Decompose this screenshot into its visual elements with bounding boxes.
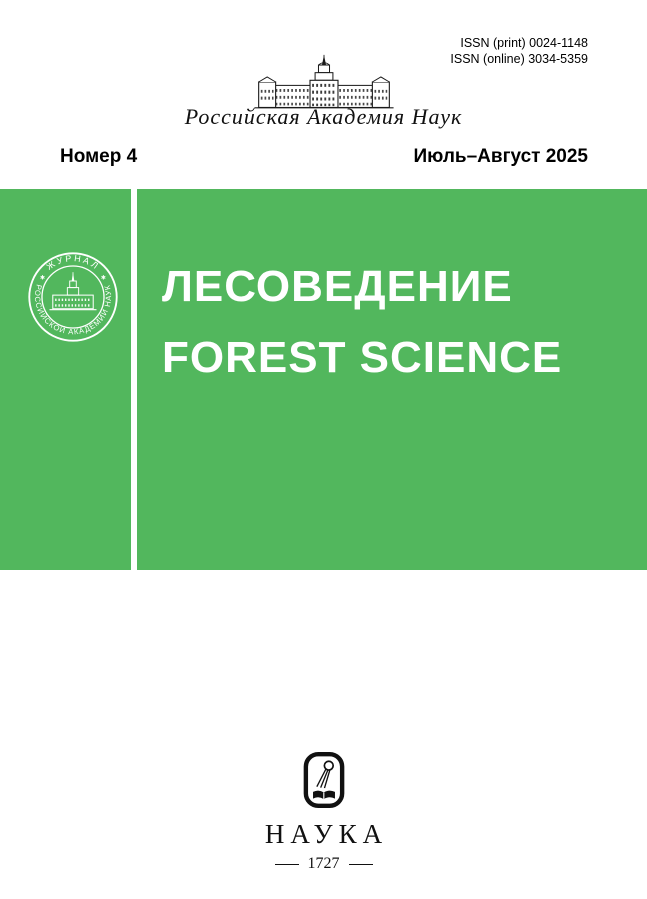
issue-number: Номер 4 [60,146,138,167]
seal-building-icon [50,272,97,310]
publisher-year-row [0,855,647,873]
issn-online: ISSN (online) 3034-5359 [450,51,588,66]
publisher-block [0,751,647,873]
cover-green-block [0,189,647,570]
publisher-year: 1727 [307,855,340,872]
year-dash-right [349,864,373,865]
issn-block [450,36,588,67]
seal-star-left-icon: ✱ [39,274,46,282]
issue-row [60,146,588,168]
seal-star-right-icon: ✱ [100,274,107,282]
issn-print: ISSN (print) 0024-1148 [460,36,588,50]
journal-title-en: FOREST SCIENCE [162,333,563,382]
cover-title-area [137,189,647,570]
seal-top-text: ЖУРНАЛ [44,253,102,272]
seal-bottom-text: РОССИЙСКОЙ АКАДЕМИИ НАУК [32,283,114,337]
year-dash-left [275,864,299,865]
publisher-name: НАУКА [264,819,389,849]
journal-title-ru: ЛЕСОВЕДЕНИЕ [162,262,513,311]
nauka-badge-icon [303,751,345,814]
cover-left-column [0,189,131,570]
issue-period: Июль–Август 2025 [413,146,588,167]
academy-journal-seal-icon [26,250,120,344]
academy-name-script: Российская Академия Наук [184,104,463,129]
svg-text:ЖУРНАЛ [44,253,101,272]
